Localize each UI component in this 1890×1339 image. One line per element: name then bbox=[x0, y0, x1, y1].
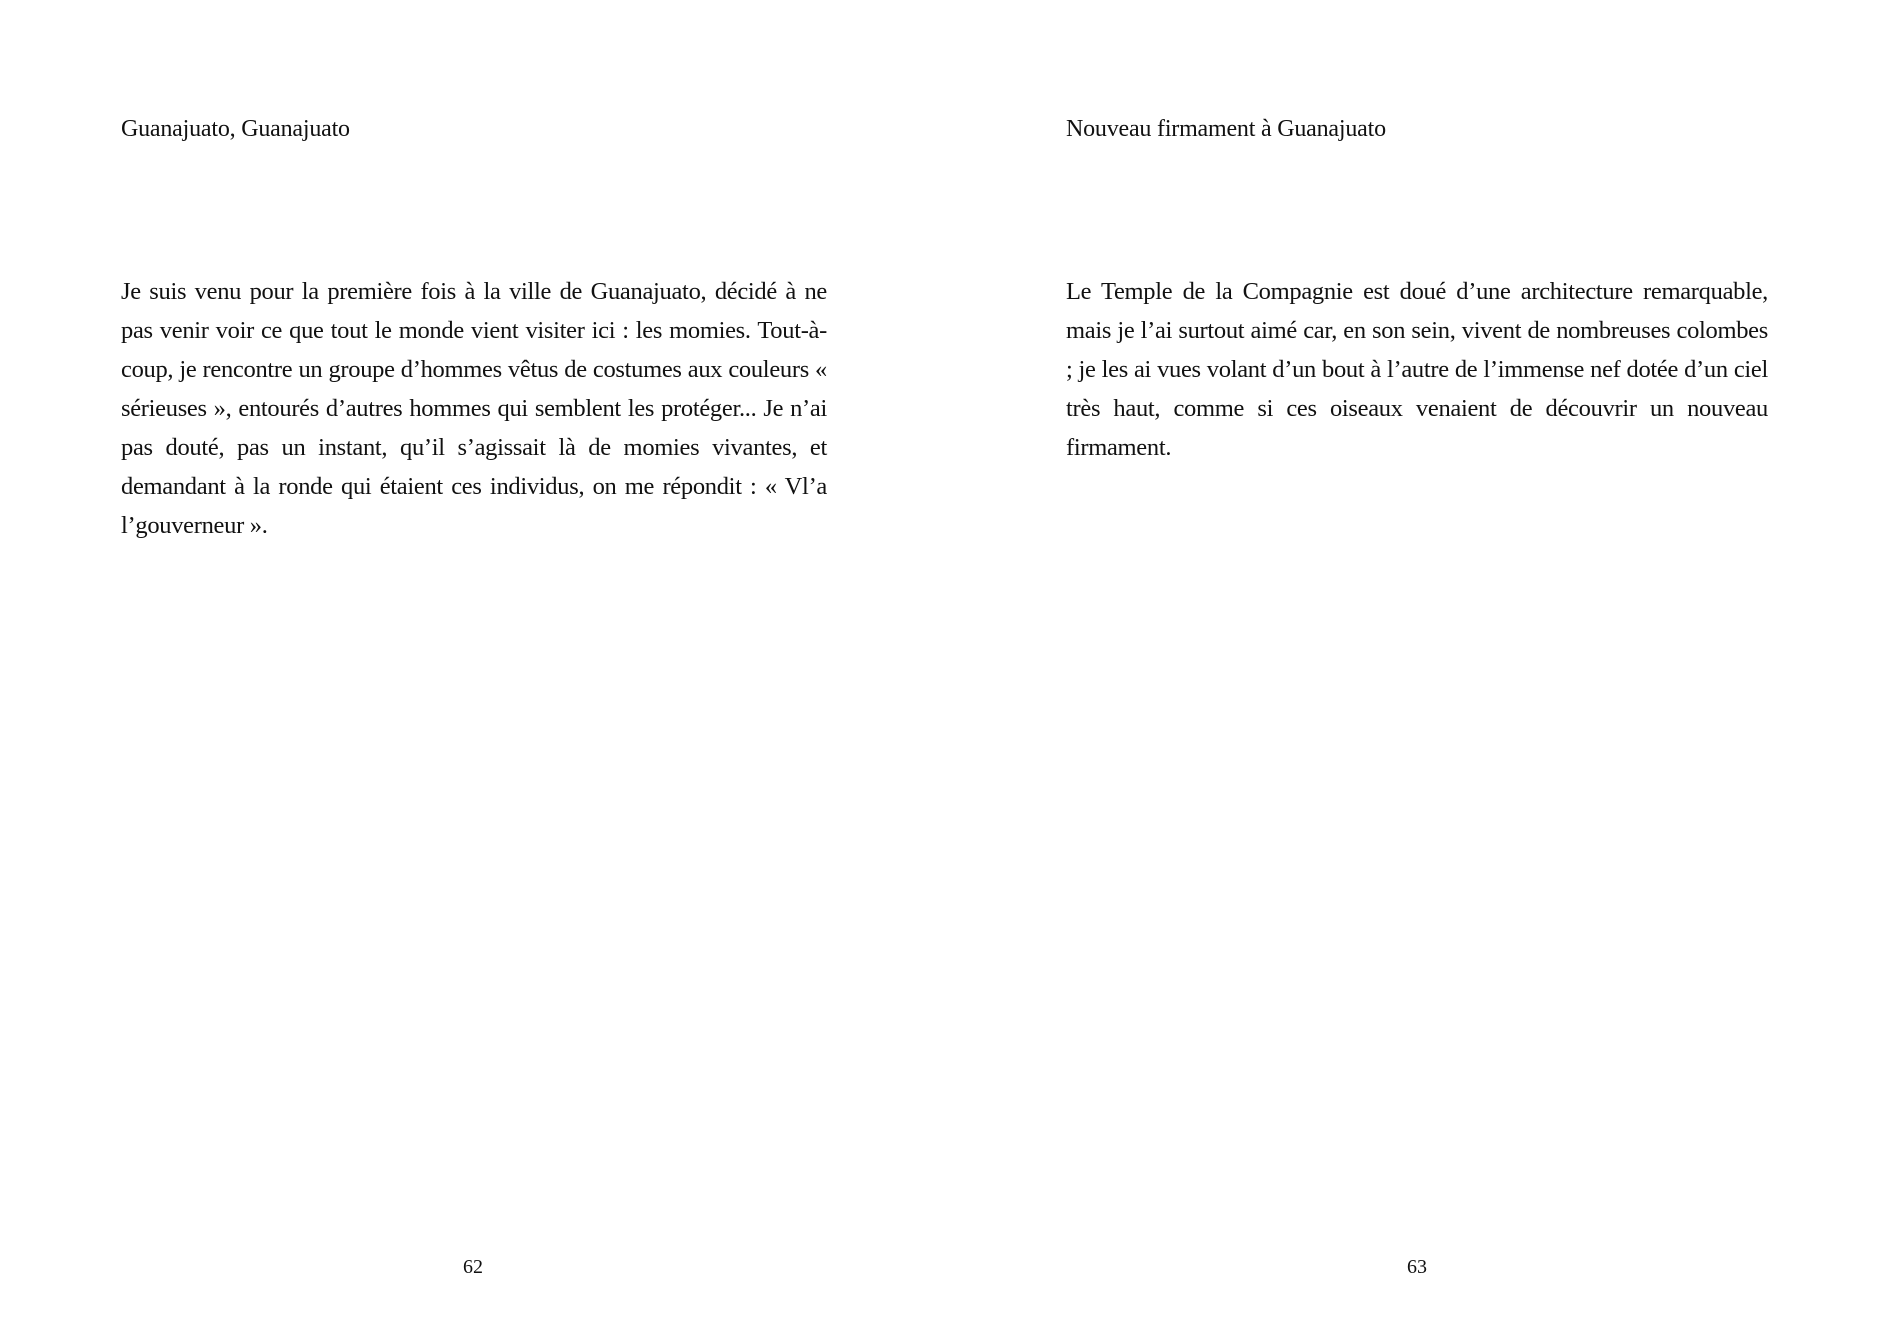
right-page bbox=[945, 0, 1890, 1339]
body-paragraph: Le Temple de la Compagnie est doué d’une architecture remarquable, mais je l’ai surtout aimé car, en son sein, vivent de nombreuses colombes ; je les ai vues volant d’un bout à l’autre de l’immense nef dotée d’un ciel très haut, comme si ces oiseaux venaient de découvrir un nouveau firmament. bbox=[1066, 278, 1768, 461]
page-number: 63 bbox=[1407, 1256, 1427, 1278]
body-paragraph: Je suis venu pour la première fois à la ville de Guanajuato, décidé à ne pas venir voir ce que tout le monde vient visiter ici : les momies. Tout-à-coup, je rencontre un groupe d’hommes vêtus de costumes aux couleurs « sérieuses », entourés d’autres hommes qui semblent les protéger... Je n’ai pas douté, pas un instant, qu’il s’agissait là de momies vivantes, et demandant à la ronde qui étaient ces individus, on me répondit : « Vl’a l’gouverneur ». bbox=[121, 278, 827, 539]
page-title: Guanajuato, Guanajuato bbox=[121, 116, 350, 142]
page-title: Nouveau firmament à Guanajuato bbox=[1066, 116, 1386, 142]
page-number: 62 bbox=[463, 1256, 483, 1278]
